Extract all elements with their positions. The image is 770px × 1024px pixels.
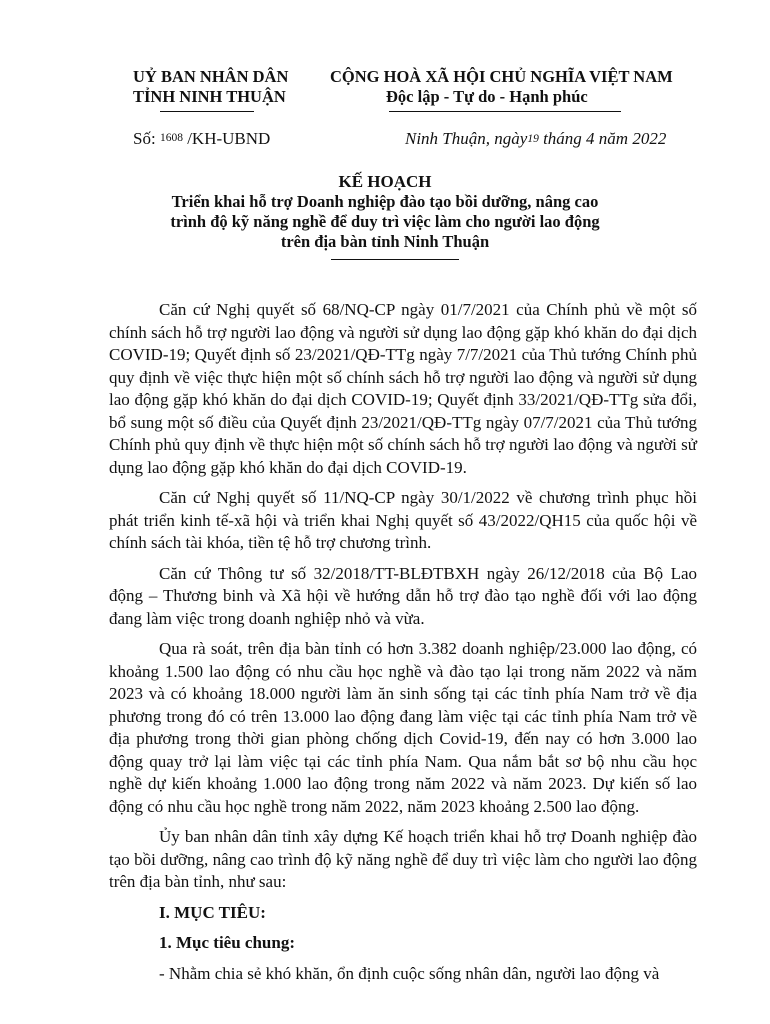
paragraph-legal-basis-1: Căn cứ Nghị quyết số 68/NQ-CP ngày 01/7/2021 của Chính phủ về một số chính sách hỗ trợ người lao động và người sử dụng lao động gặp khó khăn do đại dịch COVID-19; Quyết định số 23/2021/QĐ-TTg ngày 7/7/2021 của Thủ tướng Chính phủ quy định về việc thực hiện một số chính sách hỗ trợ người lao động và người sử dụng lao động gặp khó khăn do đại dịch COVID-19; Quyết định 33/2021/QĐ-TTg sửa đổi, bổ sung một số điều của Quyết định 23/2021/QĐ-TTg ngày 07/7/2021 của Thủ tướng Chính phủ quy định về thực hiện một số chính sách hỗ trợ người lao động và người sử dụng lao động gặp khó khăn do đại dịch COVID-19. xyxy=(109,300,697,477)
paragraph-intro: Ủy ban nhân dân tỉnh xây dựng Kế hoạch triển khai hỗ trợ Doanh nghiệp đào tạo bồi dưỡng, nâng cao trình độ kỹ năng nghề để duy trì việc làm cho người lao động trên địa bàn tỉnh, như sau: xyxy=(109,827,697,891)
motto-underline xyxy=(389,111,621,112)
document-body xyxy=(109,299,697,985)
bullet-item: - Nhằm chia sẻ khó khăn, ổn định cuộc sống nhân dân, người lao động và xyxy=(159,963,660,983)
title-underline xyxy=(331,259,459,260)
agency-line-1: UỶ BAN NHÂN DÂN xyxy=(133,67,289,86)
date-prefix: Ninh Thuận, ngày xyxy=(405,129,528,148)
paragraph-survey: Qua rà soát, trên địa bàn tỉnh có hơn 3.382 doanh nghiệp/23.000 lao động, có khoảng 1.500 lao động có nhu cầu học nghề và đào tạo lại trong năm 2022 và năm 2023 và có khoảng 18.000 người làm ăn sinh sống tại các tỉnh phía Nam trở về địa phương trong đó có trên 13.000 lao động đang làm việc tại các tỉnh phía Nam trở về địa phương trong thời gian phòng chống dịch Covid-19, đến nay có hơn 3.000 lao động quay trở lại làm việc tại các tỉnh phía Nam. Qua nắm bắt sơ bộ nhu cầu học nghề dự kiến khoảng 1.000 lao động trong năm 2022 và năm 2023. Dự kiến số lao động có nhu cầu học nghề trong năm 2022, năm 2023 khoảng 2.500 lao động. xyxy=(109,639,697,816)
agency-underline xyxy=(160,111,254,112)
nation-motto: Độc lập - Tự do - Hạnh phúc xyxy=(386,87,588,106)
number-prefix: Số: xyxy=(133,129,156,148)
section-heading: I. MỤC TIÊU: xyxy=(159,902,266,922)
document-number xyxy=(133,129,270,149)
subsection-heading: 1. Mục tiêu chung: xyxy=(159,933,295,952)
date-suffix: tháng 4 năm 2022 xyxy=(543,129,667,148)
title-main: KẾ HOẠCH xyxy=(338,172,432,191)
agency-line-2: TỈNH NINH THUẬN xyxy=(133,87,286,106)
title-line-3: trên địa bàn tỉnh Ninh Thuận xyxy=(280,232,490,251)
title-line-2: trình độ kỹ năng nghề để duy trì việc làm cho người lao động xyxy=(170,212,600,231)
number-value: 1608 xyxy=(159,132,183,144)
paragraph-legal-basis-2: Căn cứ Nghị quyết số 11/NQ-CP ngày 30/1/2022 về chương trình phục hồi phát triển kinh tế-xã hội và triển khai Nghị quyết số 43/2022/QH15 của quốc hội về chính sách tài khóa, tiền tệ hỗ trợ chương trình. xyxy=(109,488,697,552)
date-day: 19 xyxy=(527,133,539,145)
title-line-1: Triển khai hỗ trợ Doanh nghiệp đào tạo bồi dưỡng, nâng cao xyxy=(171,192,599,211)
nation-line-1: CỘNG HOÀ XÃ HỘI CHỦ NGHĨA VIỆT NAM xyxy=(330,67,673,86)
document-date xyxy=(405,129,666,149)
number-suffix: /KH-UBND xyxy=(187,129,271,148)
paragraph-legal-basis-3: Căn cứ Thông tư số 32/2018/TT-BLĐTBXH ngày 26/12/2018 của Bộ Lao động – Thương binh và Xã hội về hướng dẫn hỗ trợ đào tạo nghề đối với lao động đang làm việc trong doanh nghiệp nhỏ và vừa. xyxy=(109,563,697,628)
